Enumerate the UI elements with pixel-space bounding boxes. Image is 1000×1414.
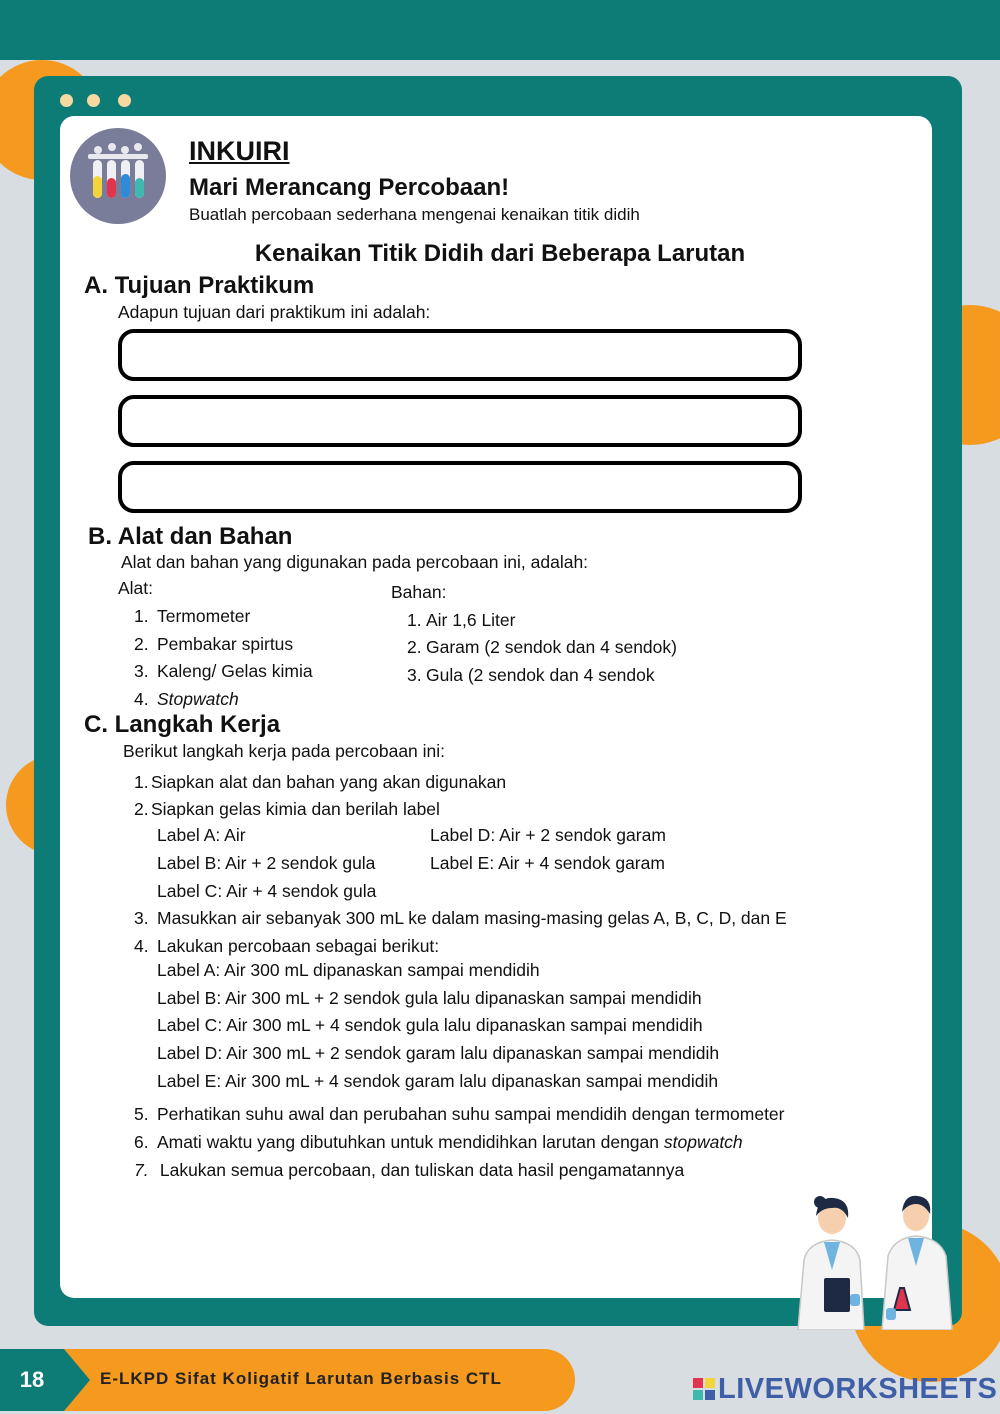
list-number: 6. xyxy=(134,1132,149,1152)
watermark[interactable]: LIVEWORKSHEETS xyxy=(718,1373,998,1405)
list-number: 4. xyxy=(134,936,149,956)
step-text: Perhatikan suhu awal dan perubahan suhu sampai mendidih dengan termometer xyxy=(157,1104,785,1124)
step-text: Lakukan percobaan sebagai berikut: xyxy=(157,936,440,956)
step-text: Siapkan alat dan bahan yang akan digunakan xyxy=(151,772,507,792)
window-dot xyxy=(60,94,73,107)
tool-item: Stopwatch xyxy=(157,689,239,709)
list-number: 3. xyxy=(407,665,422,685)
step-6-emphasis: stopwatch xyxy=(663,1132,743,1152)
list-number: 1. xyxy=(134,606,149,626)
list-number: 2. xyxy=(134,634,149,654)
section-title: INKUIRI xyxy=(189,136,290,166)
tool-item: Pembakar spirtus xyxy=(157,634,294,654)
window-dot xyxy=(87,94,100,107)
label-item: Label E: Air + 4 sendok garam xyxy=(430,853,665,873)
section-a-intro: Adapun tujuan dari praktikum ini adalah: xyxy=(118,302,431,322)
answer-box-3[interactable] xyxy=(118,461,802,513)
list-number: 3. xyxy=(134,661,149,681)
list-number: 4. xyxy=(134,689,149,709)
section-a-heading: A. Tujuan Praktikum xyxy=(84,272,315,299)
label-item: Label D: Air + 2 sendok garam xyxy=(430,825,666,845)
list-number: 1. xyxy=(134,772,149,792)
answer-box-1[interactable] xyxy=(118,329,802,381)
answer-box-2[interactable] xyxy=(118,395,802,447)
material-item: Gula (2 sendok dan 4 sendok xyxy=(426,665,655,685)
procedure-item: Label A: Air 300 mL dipanaskan sampai mendidih xyxy=(157,960,540,980)
section-c-heading: C. Langkah Kerja xyxy=(84,711,281,738)
footer-arrow xyxy=(64,1349,90,1411)
list-number: 2. xyxy=(134,799,149,819)
subtitle: Mari Merancang Percobaan! xyxy=(189,174,510,201)
procedure-item: Label B: Air 300 mL + 2 sendok gula lalu dipanaskan sampai mendidih xyxy=(157,988,702,1008)
section-b-intro: Alat dan bahan yang digunakan pada percobaan ini, adalah: xyxy=(121,552,589,572)
page-number: 18 xyxy=(0,1349,64,1411)
materials-label: Bahan: xyxy=(391,582,447,602)
tool-item: Kaleng/ Gelas kimia xyxy=(157,661,313,681)
list-number: 7. xyxy=(134,1160,149,1180)
label-item: Label C: Air + 4 sendok gula xyxy=(157,881,377,901)
label-item: Label A: Air xyxy=(157,825,246,845)
step-text: Lakukan semua percobaan, dan tuliskan data hasil pengamatannya xyxy=(155,1160,685,1180)
material-item: Garam (2 sendok dan 4 sendok) xyxy=(426,637,677,657)
liveworksheets-logo-icon xyxy=(693,1378,715,1400)
procedure-item: Label E: Air 300 mL + 4 sendok garam lalu dipanaskan sampai mendidih xyxy=(157,1071,719,1091)
scientists-illustration xyxy=(790,1190,962,1330)
list-number: 2. xyxy=(407,637,422,657)
step-text: Siapkan gelas kimia dan berilah label xyxy=(151,799,440,819)
tool-item: Termometer xyxy=(157,606,251,626)
list-number: 1. xyxy=(407,610,422,630)
instruction-text: Buatlah percobaan sederhana mengenai kenaikan titik didih xyxy=(189,205,640,224)
procedure-item: Label C: Air 300 mL + 4 sendok gula lalu dipanaskan sampai mendidih xyxy=(157,1015,703,1035)
top-bar xyxy=(0,0,1000,60)
step-6-text: Amati waktu yang dibutuhkan untuk mendidihkan larutan dengan xyxy=(157,1132,664,1152)
step-text xyxy=(157,1132,743,1153)
tools-label: Alat: xyxy=(118,578,154,598)
section-c-intro: Berikut langkah kerja pada percobaan ini: xyxy=(123,741,446,761)
material-item: Air 1,6 Liter xyxy=(426,610,516,630)
list-number: 5. xyxy=(134,1104,149,1124)
page-title: Kenaikan Titik Didih dari Beberapa Larutan xyxy=(254,240,746,267)
step-text: Masukkan air sebanyak 300 mL ke dalam masing-masing gelas A, B, C, D, dan E xyxy=(157,908,787,928)
procedure-item: Label D: Air 300 mL + 2 sendok garam lalu dipanaskan sampai mendidih xyxy=(157,1043,720,1063)
section-b-heading: B. Alat dan Bahan xyxy=(88,523,293,550)
footer-title: E-LKPD Sifat Koligatif Larutan Berbasis CTL xyxy=(100,1369,502,1388)
label-item: Label B: Air + 2 sendok gula xyxy=(157,853,376,873)
list-number: 3. xyxy=(134,908,149,928)
test-tubes-icon xyxy=(70,128,166,224)
window-dot xyxy=(118,94,131,107)
